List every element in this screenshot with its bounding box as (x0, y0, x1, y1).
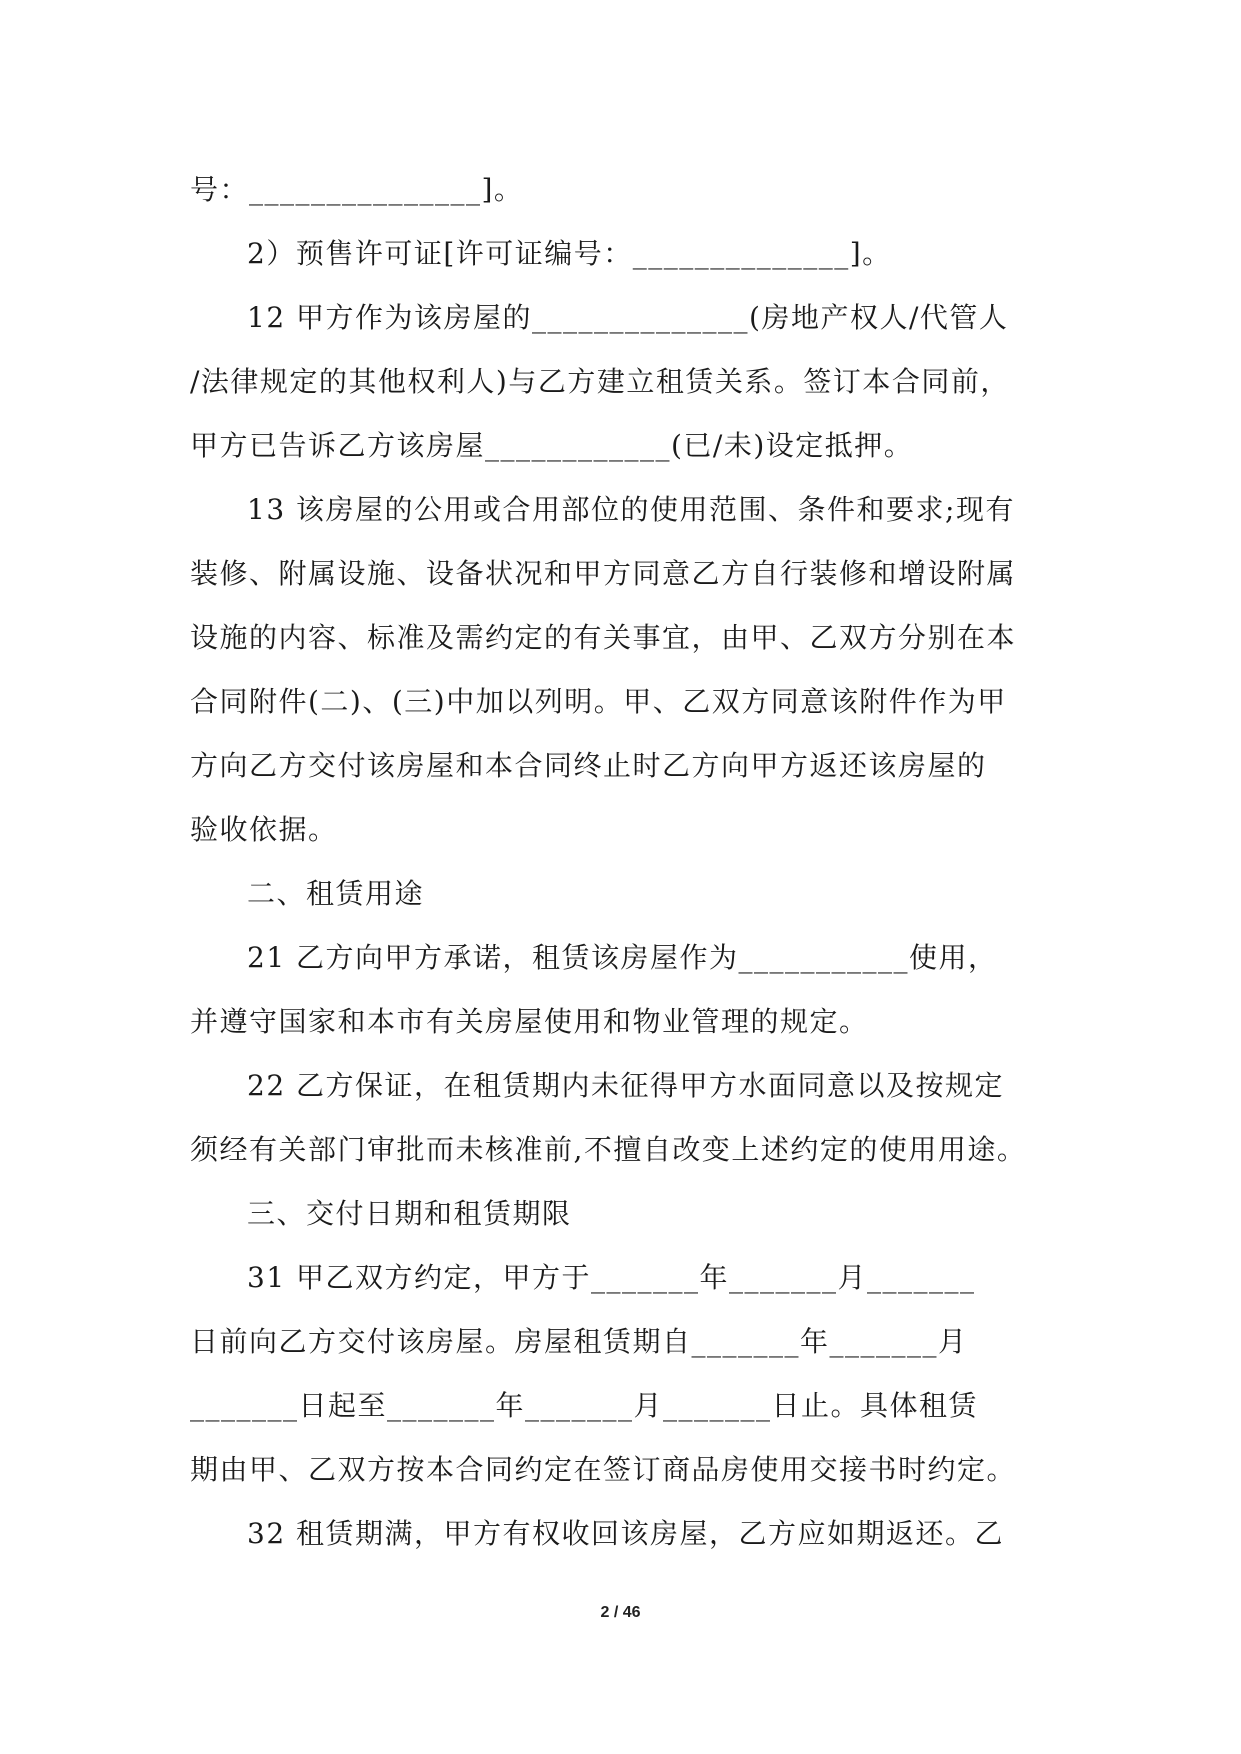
text-line: 日前向乙方交付该房屋。房屋租赁期自_______年_______月 (190, 1325, 968, 1358)
contract-body (190, 158, 1070, 1566)
section-heading-3: 三、交付日期和租赁期限 (247, 1197, 572, 1230)
text-line: 期由甲、乙双方按本合同约定在签订商品房使用交接书时约定。 (190, 1453, 1017, 1486)
text-line: 2）预售许可证[许可证编号：______________]。 (247, 237, 892, 270)
text-line: /法律规定的其他权利人)与乙方建立租赁关系。签订本合同前， (190, 365, 1010, 398)
text-line: 号：_______________]。 (190, 173, 524, 206)
clause-1-3: 13 该房屋的公用或合用部位的使用范围、条件和要求;现有 (247, 493, 1015, 526)
clause-3-2: 32 租赁期满，甲方有权收回该房屋，乙方应如期返还。乙 (247, 1517, 1005, 1550)
text-line: 并遵守国家和本市有关房屋使用和物业管理的规定。 (190, 1005, 869, 1038)
clause-2-1: 21 乙方向甲方承诺，租赁该房屋作为___________使用， (247, 941, 998, 974)
text-line: 须经有关部门审批而未核准前,不擅自改变上述约定的使用用途。 (190, 1133, 1027, 1166)
clause-3-1: 31 甲乙双方约定，甲方于_______年_______月_______ (247, 1261, 976, 1294)
clause-2-2: 22 乙方保证，在租赁期内未征得甲方水面同意以及按规定 (247, 1069, 1005, 1102)
text-line: _______日起至_______年_______月_______日止。具体租赁 (190, 1389, 979, 1422)
text-line: 甲方已告诉乙方该房屋____________(已/未)设定抵押。 (190, 429, 914, 462)
text-line: 装修、附属设施、设备状况和甲方同意乙方自行装修和增设附属 (190, 557, 1017, 590)
section-heading-2: 二、租赁用途 (247, 877, 425, 910)
text-line: 验收依据。 (190, 813, 338, 846)
text-line: 合同附件(二)、(三)中加以列明。甲、乙双方同意该附件作为甲 (190, 685, 1007, 718)
clause-1-2: 12 甲方作为该房屋的______________(房地产权人/代管人 (247, 301, 1009, 334)
text-line: 设施的内容、标准及需约定的有关事宜，由甲、乙双方分别在本 (190, 621, 1017, 654)
page-number: 2 / 46 (600, 1604, 641, 1621)
text-line: 方向乙方交付该房屋和本合同终止时乙方向甲方返还该房屋的 (190, 749, 987, 782)
